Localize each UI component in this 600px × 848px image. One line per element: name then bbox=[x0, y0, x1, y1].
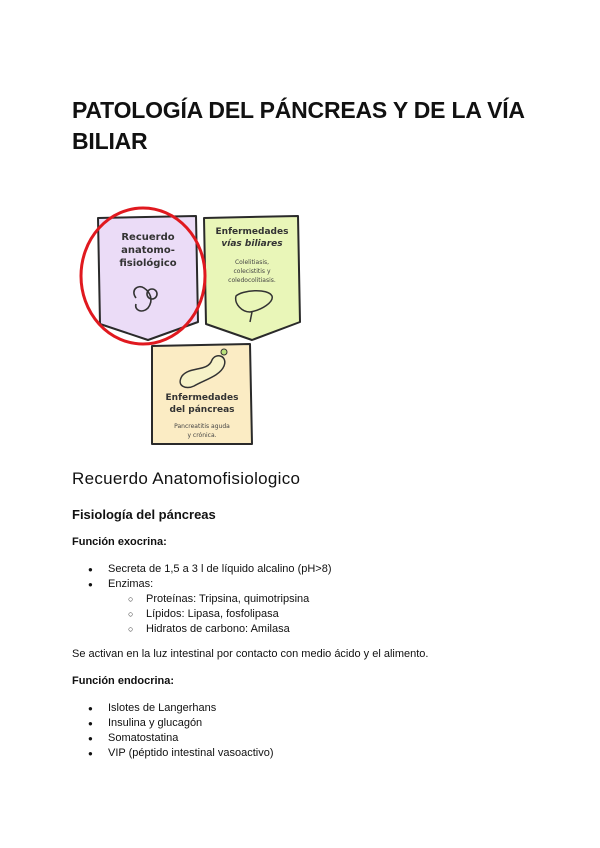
sublist-item: ○ Lípidos: Lipasa, fosfolipasa bbox=[128, 607, 332, 622]
card3-subtitle-line1: Pancreatitis aguda bbox=[174, 423, 230, 430]
section-heading: Recuerdo Anatomofisiologico bbox=[72, 469, 301, 488]
card1-title-line1: Recuerdo bbox=[121, 232, 175, 243]
list-item: ● Secreta de 1,5 a 3 l de líquido alcalino (pH>8) bbox=[88, 562, 332, 577]
document-title: PATOLOGÍA DEL PÁNCREAS Y DE LA VÍA BILIAR bbox=[72, 97, 524, 154]
exocrine-label: Función exocrina: bbox=[72, 536, 167, 548]
card-recuerdo-anatomofisiologico bbox=[98, 216, 198, 340]
list-item: ● Insulina y glucagón bbox=[88, 716, 274, 731]
card1-title-line2: anatomo- bbox=[121, 245, 175, 256]
topic-illustration bbox=[78, 200, 318, 450]
sublist-item: ○ Hidratos de carbono: Amilasa bbox=[128, 622, 332, 637]
subsection-heading: Fisiología del páncreas bbox=[72, 507, 216, 522]
card2-subtitle-line1: Colelitiasis, bbox=[234, 259, 270, 266]
topic-cards-graphic bbox=[78, 200, 318, 450]
card2-subtitle-line2: colecistitis y bbox=[233, 268, 271, 275]
enzymes-label: Enzimas: bbox=[108, 578, 154, 590]
list-item: ● VIP (péptido intestinal vasoactivo) bbox=[88, 746, 274, 761]
activation-note: Se activan en la luz intestinal por contacto con medio ácido y el alimento. bbox=[72, 648, 429, 660]
card2-subtitle-line3: coledocolitiasis. bbox=[228, 277, 276, 284]
sublist-item: ○ Proteínas: Tripsina, quimotripsina bbox=[128, 592, 332, 607]
endocrine-list bbox=[88, 701, 274, 761]
card-enfermedades-pancreas bbox=[152, 344, 252, 444]
card3-title-line2: del páncreas bbox=[169, 405, 235, 415]
card1-title-line3: fisiológico bbox=[119, 258, 177, 269]
list-item: ● Somatostatina bbox=[88, 731, 274, 746]
enzymes-sublist bbox=[108, 592, 332, 637]
card2-title-line1: Enfermedades bbox=[215, 227, 289, 237]
exocrine-list bbox=[88, 562, 332, 637]
card3-subtitle-line2: y crónica. bbox=[187, 432, 217, 439]
card-enfermedades-vias-biliares bbox=[204, 216, 300, 340]
endocrine-label: Función endocrina: bbox=[72, 675, 175, 687]
list-item: ● Islotes de Langerhans bbox=[88, 701, 274, 716]
list-item bbox=[88, 577, 332, 637]
card3-title-line1: Enfermedades bbox=[165, 393, 239, 403]
card2-title-line2: vías biliares bbox=[221, 239, 283, 249]
